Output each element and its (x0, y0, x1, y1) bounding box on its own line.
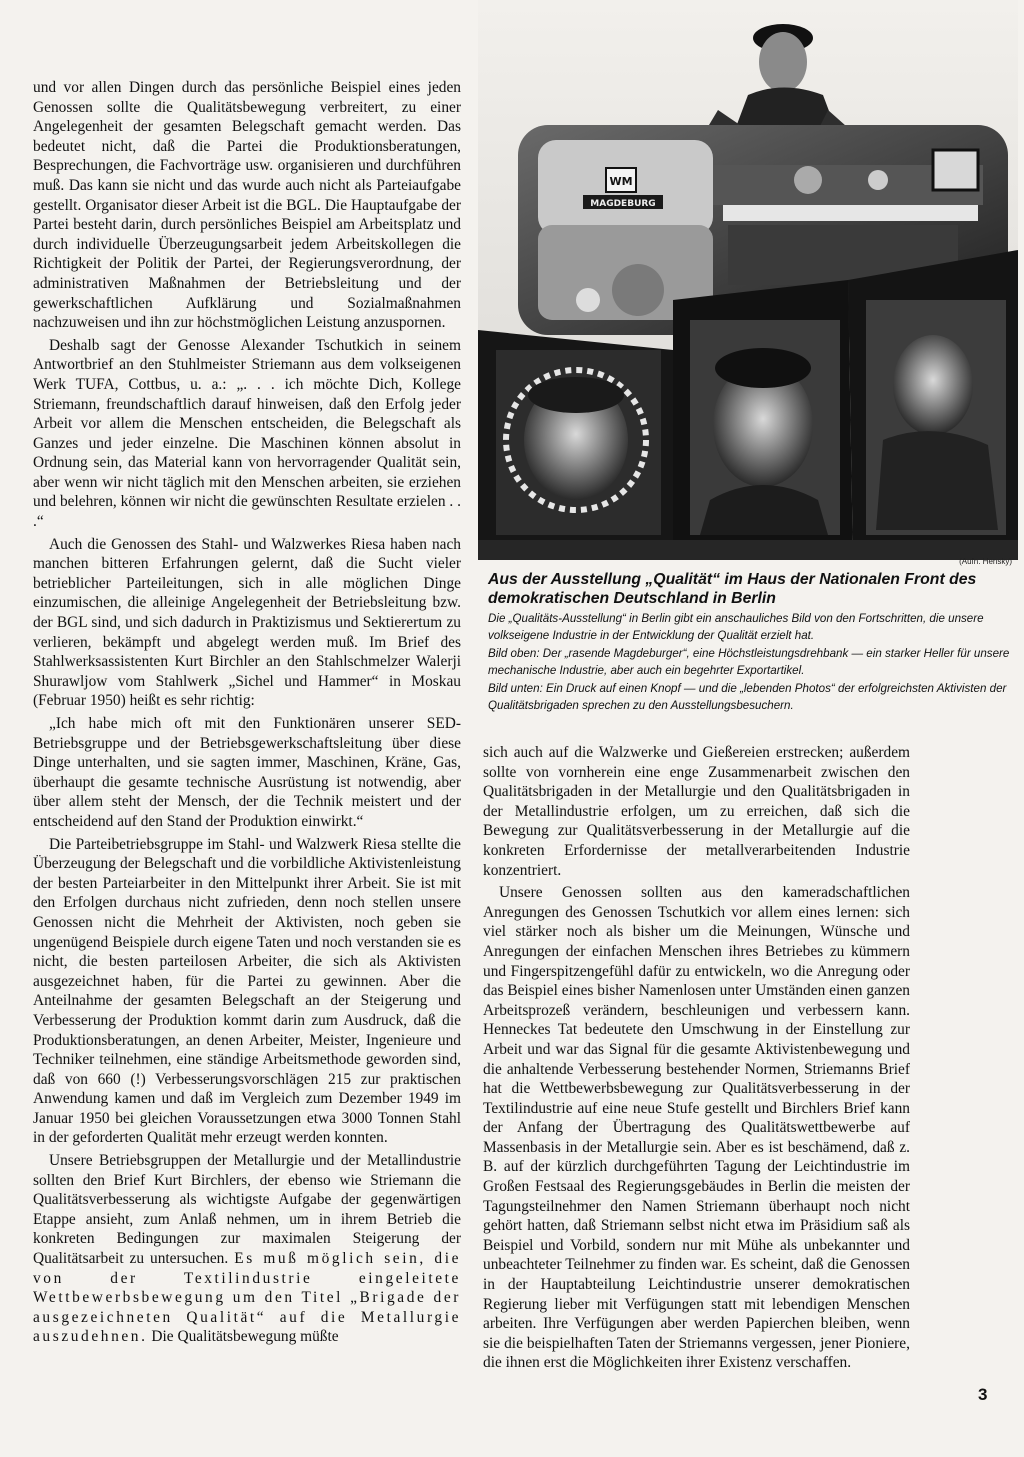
page-number: 3 (978, 1385, 988, 1404)
machine-brand-plate: MAGDEBURG (590, 199, 656, 209)
paragraph: Die Parteibetriebsgruppe im Stahl- und Walzwerk Riesa stellte die Überzeugung der Belegschaft und die vorbildliche Aktivistenleistung der besten Parteiarbeiter in den Mittelpunkt ihrer Arbeit. Sie ist mit den Erfolgen durchaus nicht zufrieden, denn noch stellen unsere Genossen nicht die Mehrheit der Aktivisten, noch geben sie ungenügend Beispiele durch eigene Taten und noch verstanden sie es nicht, die besten parteilosen Arbeiter, die sich als Aktivisten ausgezeichnet haben, für die Partei zu gewinnen. Aber die Anteilnahme der gesamten Belegschaft an der Steigerung und Verbesserung der Produktion kommt darin zum Ausdruck, daß die Produktionsberatungen, an denen Arbeiter, Meister, Ingenieure und Techniker teilnehmen, eine ständige Arbeitsmethode geworden sind, daß von 660 (!) Verbesserungsvorschlägen 215 zur praktischen Anwendung kamen und daß im Vergleich zum Dezember 1949 im Januar 1950 bei gleichen Voraussetzungen etwa 3000 Tonnen Stahl in der geforderten Qualität mehr erzeugt werden konnten. (33, 835, 461, 1147)
exhibition-photo (478, 0, 1018, 566)
quote-paragraph: „Ich habe mich oft mit den Funktionären unserer SED-Betriebsgruppe und der Betriebsgewerkschaftsleitung über diese Dinge unterhalten, und sie sagten immer, Maschinen, Kräne, Gas, überhaupt die gesamte technische Ausrüstung ist notwendig, aber über allem steht der Mensch, der die Technik meistert und der entscheidend auf den Stand der Produktion einwirkt.“ (33, 715, 461, 830)
caption-paragraph: Bild unten: Ein Druck auf einen Knopf — und die „lebenden Photos“ der erfolgreichsten Aktivisten der Qualitätsbrigaden sprechen zu den Ausstellungsbesuchern. (488, 681, 1007, 713)
emphasized-text: Es muß möglich sein, die von der Textilindustrie eingeleitete Wettbewerbsbewegung um den Titel „Brigade der ausgezeichneten Qualität“ auf die Metallurgie auszudehnen. (33, 1250, 461, 1346)
paragraph: Unsere Genossen sollten aus den kameradschaftlichen Anregungen des Genossen Tschutkich vor allem eines lernen: sich viel stärker noch als bisher um die Meinungen, Wünsche und Anregungen der einfachen Menschen ihres Betriebes zu kümmern und Fingerspitzengefühl dafür zu entwickeln, wo die Anregung oder das Beispiel eines bisher Namenlosen unter Umständen einen ganzen Arbeitsprozeß verändern, beschleunigen und verbessern kann. Henneckes Tat bedeutete den Umschwung in der Einstellung zur Arbeit und war das Signal für die gesamte Aktivistenbewegung und die anhaltende Verbesserung bestehender Normen, Striemanns Brief hat die Wettbewerbsbewegung zur Qualitätsverbesserung in der Textilindustrie auf eine neue Stufe gestellt und Birchlers Brief kann der Anfang der Übertragung des Qualitätswettbewerbe auf Massenbasis in der Metallurgie sein. Aber es ist beschämend, daß z. B. auf der kürzlich durchgeführten Tagung der Leichtindustrie im Großen Festsaal des Regierungsgebäudes in Berlin die meisten der Tagungsteilnehmer den Namen Striemann überhaupt noch nicht gehört hatten, daß Striemann selbst nicht etwa im Präsidium saß als Beispiel und Vorbild, sondern nur mit Mühe als unbekannter und unbeachteter Teilnehmer zu finden war. Es scheint, daß die Genossen in der Hauptabteilung Leichtindustrie unserer demokratischen Regierung lieber mit Verfügungen statt mit lebendigen Menschen arbeiten. Ihre Verfügungen aber werden Papierchen bleiben, wenn sie die beispielhaften Taten der Striemanns vergessen, jener Pioniere, die ihnen erst die Möglichkeiten ihrer Existenz verschaffen. (483, 884, 910, 1372)
left-column (33, 78, 461, 1350)
paragraph: Deshalb sagt der Genosse Alexander Tschutkich in seinem Antwortbrief an den Stuhlmeister Striemann aus dem volkseigenen Werk TUFA, Cottbus, u. a.: „. . . ich möchte Dich, Kollege Striemann, freundschaftlich darauf hinweisen, daß den Erfolg jeder Arbeit vor allem die Menschen entscheiden, die Belegschaft als Ganzes und jeder einzelne. Die Maschinen können absolut in Ordnung sein, das Material kann von hervorragender Qualität sein, aber wenn wir nicht täglich mit den Menschen arbeiten, sie erziehen und belehren, können wir nicht die gewünschten Resultate erzielen . . .“ (33, 336, 461, 531)
caption-paragraph: Die „Qualitäts-Ausstellung“ in Berlin gibt ein anschauliches Bild von den Fortschritten, die unsere volkseigene Industrie in der Entwicklung der Qualität erzielt hat. (488, 612, 984, 643)
svg-text:WM: WM (609, 175, 633, 188)
caption-paragraph: Bild oben: Der „rasende Magdeburger“, eine Höchstleistungsdrehbank — ein starker Heller für unsere mechanische Industrie, aber auch ein begehrter Exportartikel. (488, 646, 1010, 678)
photo-credit: (Aufn. Hensky) (959, 557, 1012, 566)
paragraph: sich auch auf die Walzwerke und Gießereien erstrecken; außerdem sollte von vornherein eine enge Zusammenarbeit zwischen den Qualitätsbrigaden in der Metallurgie und den Qualitätsbrigaden in der Metallindustrie erfolgen, um zu erreichen, daß sich die Bewegung zur Qualitätsverbesserung in der Metallurgie auf die konkreten Erfordernisse der metallverarbeitenden Industrie konzentriert. (483, 744, 910, 879)
paragraph: und vor allen Dingen durch das persönliche Beispiel eines jeden Genossen sollte die Qualitätsbewegung verbreitert, zu einer Angelegenheit der gesamten Belegschaft gemacht werden. Das bedeutet nicht, daß die Partei die Produktionsberatungen, Besprechungen, die Fachvorträge usw. organisieren und durchführen muß. Das kann sie nicht und das wurde auch nicht als Parteiaufgabe gestellt. Organisator dieser Arbeit ist die BGL. Die Hauptaufgabe der Partei besteht darin, durch persönliches Beispiel am Arbeitsplatz und durch individuelle Überzeugungsarbeit jedem Arbeitskollegen die Richtigkeit der Politik der Partei, der Regierungsverordnung, der administrativen Maßnahmen der Betriebsleitung und der gewerkschaftlichen Aufklärung und Sozialmaßnahmen nachzuweisen und ihn zur höchstmöglichen Leistung anzuspornen. (33, 79, 461, 332)
paragraph-text: Unsere Betriebsgruppen der Metallurgie und der Metallindustrie sollten den Brief Kurt Birchlers, der ebenso wie Striemann die Qualitätsverbesserung als wichtigste Aufgabe der gegenwärtigen Etappe ansieht, zum Anlaß nehmen, um in ihrem Betrieb die konkreten Bedingungen zur maximalen Steigerung der Qualitätsarbeit zu untersuchen. (33, 1152, 461, 1268)
photo-illustration (478, 0, 1018, 560)
right-column (483, 743, 910, 1376)
paragraph (33, 1151, 461, 1347)
paragraph-text: Die Qualitätsbewegung müßte (151, 1328, 339, 1346)
paragraph: Auch die Genossen des Stahl- und Walzwerkes Riesa haben nach manchen bitteren Erfahrungen gelernt, daß die Sucht vieler betrieblicher Parteileitungen, sich in alle möglichen Dinge einzumischen, die alleinige Angelegenheit der Betriebsleitung bzw. der BGL sind, und sich dadurch in Praktizismus und Sektierertum zu verlieren, bekämpft und abgelegt werden muß. Im Brief des Stahlwerksassistenten Kurt Birchler an den Stahlschmelzer Walerji Shurawljow vom Stahlwerk „Sichel und Hammer“ in Moskau (Februar 1950) heißt es sehr richtig: (33, 535, 461, 710)
caption-text (488, 610, 1013, 714)
caption-title: Aus der Ausstellung „Qualität“ im Haus der Nationalen Front des demokratischen Deutschland in Berlin (488, 571, 977, 607)
